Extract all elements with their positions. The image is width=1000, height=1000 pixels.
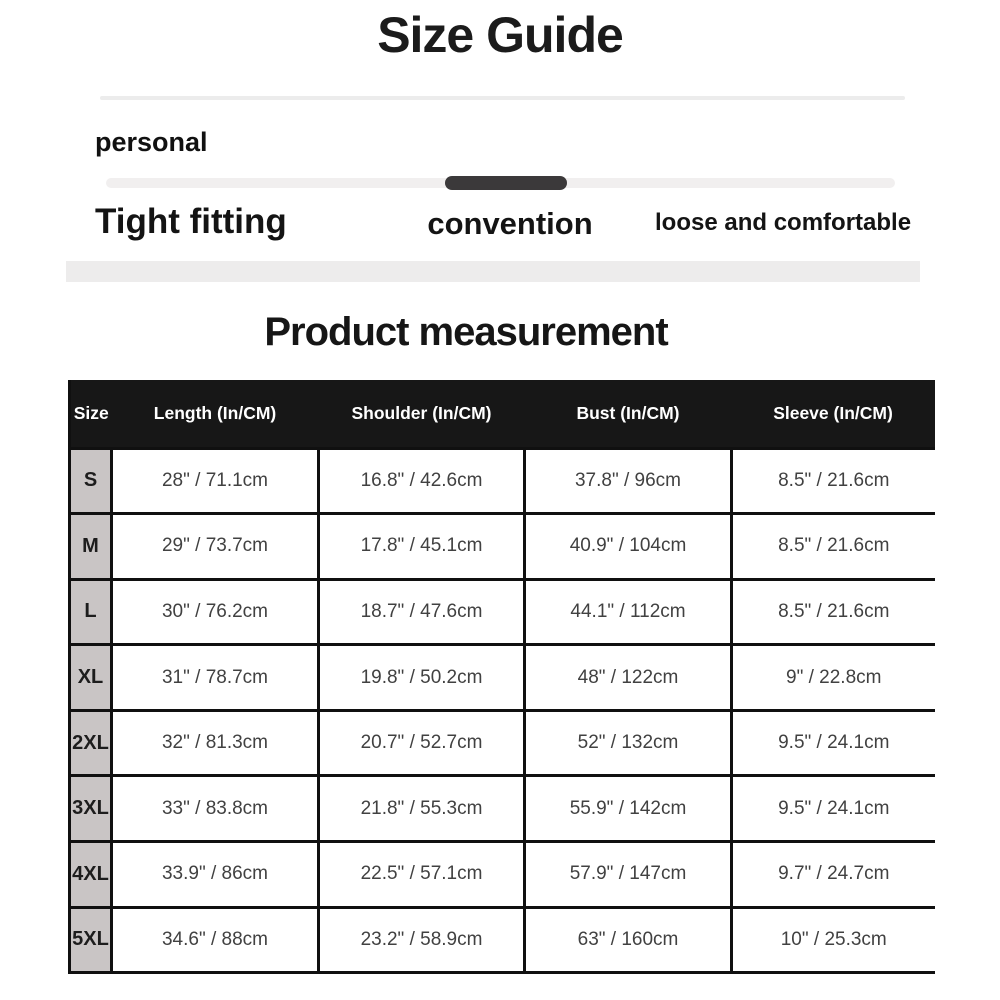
sleeve-cell: 9.5" / 24.1cm	[732, 776, 935, 842]
table-row	[70, 842, 935, 908]
length-cell: 34.6" / 88cm	[112, 907, 319, 973]
size-cell: XL	[70, 645, 112, 711]
shoulder-cell: 21.8" / 55.3cm	[319, 776, 525, 842]
table-row	[70, 514, 935, 580]
table-row	[70, 579, 935, 645]
shoulder-cell: 20.7" / 52.7cm	[319, 710, 525, 776]
shoulder-cell: 16.8" / 42.6cm	[319, 448, 525, 514]
size-cell: 5XL	[70, 907, 112, 973]
header-length: Length (In/CM)	[112, 380, 319, 448]
fit-label-tight-fitting: Tight fitting	[95, 202, 287, 241]
size-table-body	[70, 448, 935, 973]
bust-cell: 37.8" / 96cm	[525, 448, 732, 514]
size-cell: 4XL	[70, 842, 112, 908]
length-cell: 30" / 76.2cm	[112, 579, 319, 645]
length-cell: 29" / 73.7cm	[112, 514, 319, 580]
table-header	[70, 380, 935, 448]
top-divider	[100, 96, 905, 100]
bust-cell: 57.9" / 147cm	[525, 842, 732, 908]
table-row	[70, 448, 935, 514]
shoulder-cell: 18.7" / 47.6cm	[319, 579, 525, 645]
sleeve-cell: 8.5" / 21.6cm	[732, 448, 935, 514]
length-cell: 28" / 71.1cm	[112, 448, 319, 514]
shoulder-cell: 19.8" / 50.2cm	[319, 645, 525, 711]
scale-bottom-bar	[66, 261, 920, 282]
personal-label: personal	[95, 127, 208, 157]
size-cell: L	[70, 579, 112, 645]
fit-label-convention: convention	[427, 206, 593, 241]
header-sleeve: Sleeve (In/CM)	[732, 380, 935, 448]
bust-cell: 55.9" / 142cm	[525, 776, 732, 842]
bust-cell: 44.1" / 112cm	[525, 579, 732, 645]
sleeve-cell: 9" / 22.8cm	[732, 645, 935, 711]
length-cell: 32" / 81.3cm	[112, 710, 319, 776]
sleeve-cell: 10" / 25.3cm	[732, 907, 935, 973]
sleeve-cell: 8.5" / 21.6cm	[732, 579, 935, 645]
table-header-row	[70, 380, 935, 448]
table-row	[70, 645, 935, 711]
bust-cell: 40.9" / 104cm	[525, 514, 732, 580]
bust-cell: 63" / 160cm	[525, 907, 732, 973]
header-bust: Bust (In/CM)	[525, 380, 732, 448]
table-row	[70, 776, 935, 842]
length-cell: 31" / 78.7cm	[112, 645, 319, 711]
header-shoulder: Shoulder (In/CM)	[319, 380, 525, 448]
header-size: Size	[70, 380, 112, 448]
shoulder-cell: 23.2" / 58.9cm	[319, 907, 525, 973]
sleeve-cell: 9.5" / 24.1cm	[732, 710, 935, 776]
section-title: Product measurement	[264, 310, 668, 354]
size-cell: 2XL	[70, 710, 112, 776]
shoulder-cell: 22.5" / 57.1cm	[319, 842, 525, 908]
size-cell: 3XL	[70, 776, 112, 842]
product-measurement-table	[68, 380, 935, 974]
table-row	[70, 907, 935, 973]
shoulder-cell: 17.8" / 45.1cm	[319, 514, 525, 580]
length-cell: 33" / 83.8cm	[112, 776, 319, 842]
sleeve-cell: 9.7" / 24.7cm	[732, 842, 935, 908]
fit-label-loose-comfortable: loose and comfortable	[655, 209, 912, 236]
length-cell: 33.9" / 86cm	[112, 842, 319, 908]
bust-cell: 48" / 122cm	[525, 645, 732, 711]
bust-cell: 52" / 132cm	[525, 710, 732, 776]
size-cell: M	[70, 514, 112, 580]
size-cell: S	[70, 448, 112, 514]
table-row	[70, 710, 935, 776]
fit-slider-handle	[445, 176, 567, 190]
sleeve-cell: 8.5" / 21.6cm	[732, 514, 935, 580]
page-title: Size Guide	[377, 7, 623, 63]
